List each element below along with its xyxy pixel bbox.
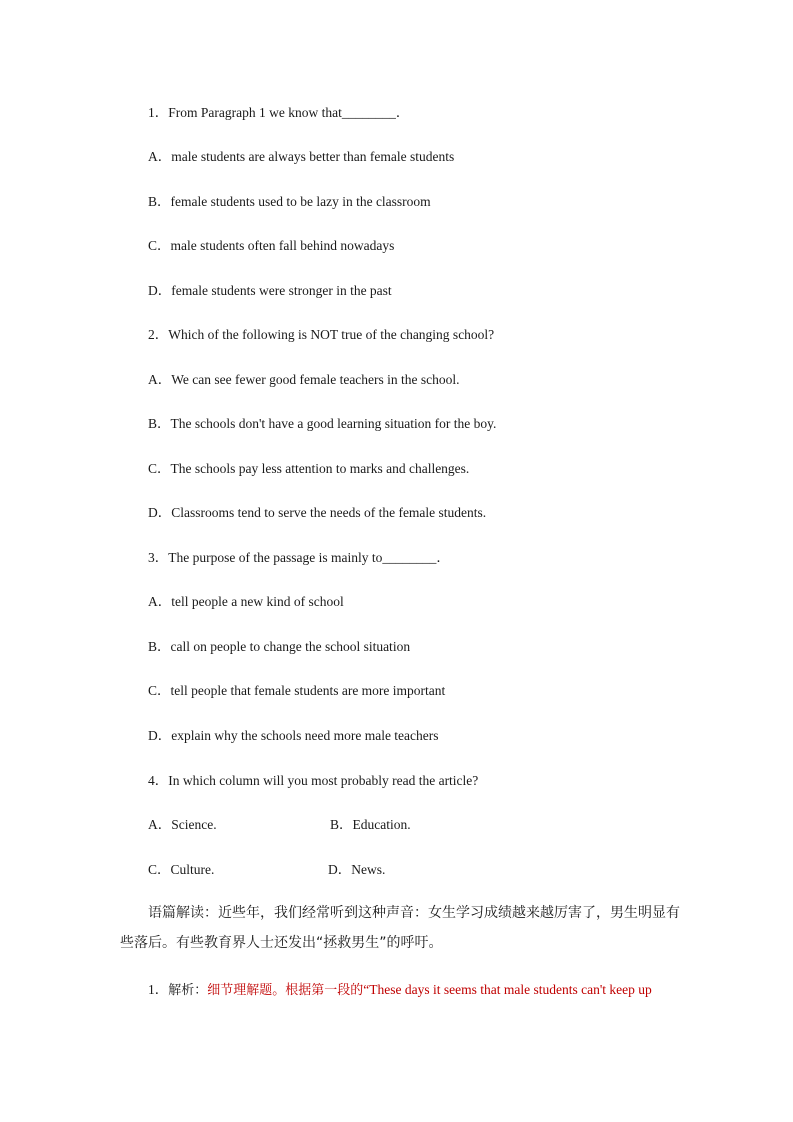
question-1-stem: 1．From Paragraph 1 we know that________． xyxy=(148,105,410,120)
question-4-option-b: B．Education. xyxy=(330,817,411,832)
question-1-option-a: A．male students are always better than female students xyxy=(148,149,455,164)
question-2-stem: 2．Which of the following is NOT true of the changing school? xyxy=(148,327,495,342)
question-4-option-a: A．Science. xyxy=(148,817,217,832)
question-4-option-d: D．News. xyxy=(328,862,386,877)
question-3-option-c: C．tell people that female students are more important xyxy=(148,683,446,698)
answer-1-explanation xyxy=(148,981,652,1000)
question-2-option-b: B．The schools don't have a good learning situation for the boy. xyxy=(148,416,497,431)
question-1-option-c: C．male students often fall behind nowadays xyxy=(148,238,395,253)
answer-1-text: 细节理解题。根据第一段的 xyxy=(207,983,364,998)
question-4-option-c: C．Culture. xyxy=(148,862,215,877)
question-3-option-a: A．tell people a new kind of school xyxy=(148,594,344,609)
question-1-option-d: D．female students were stronger in the past xyxy=(148,283,392,298)
question-3-option-d: D．explain why the schools need more male teachers xyxy=(148,728,439,743)
question-2-option-c: C．The schools pay less attention to marks and challenges. xyxy=(148,461,470,476)
answer-1-number: 1． xyxy=(148,982,169,997)
answer-1-quote: “These days it seems that male students can't keep up xyxy=(363,982,652,997)
passage-summary: 语篇解读：近些年，我们经常听到这种声音：女生学习成绩越来越厉害了，男生明显有些落后。有些教育界人士还发出“拯救男生”的呼吁。 xyxy=(120,905,680,951)
answer-1-label: 解析： xyxy=(168,983,208,998)
question-3-option-b: B．call on people to change the school situation xyxy=(148,639,411,654)
question-2-option-a: A．We can see fewer good female teachers in the school. xyxy=(148,372,460,387)
question-3-stem: 3．The purpose of the passage is mainly to________． xyxy=(148,550,450,565)
question-1-option-b: B．female students used to be lazy in the classroom xyxy=(148,194,431,209)
question-4-stem: 4．In which column will you most probably read the article? xyxy=(148,773,479,788)
question-2-option-d: D．Classrooms tend to serve the needs of the female students. xyxy=(148,505,487,520)
